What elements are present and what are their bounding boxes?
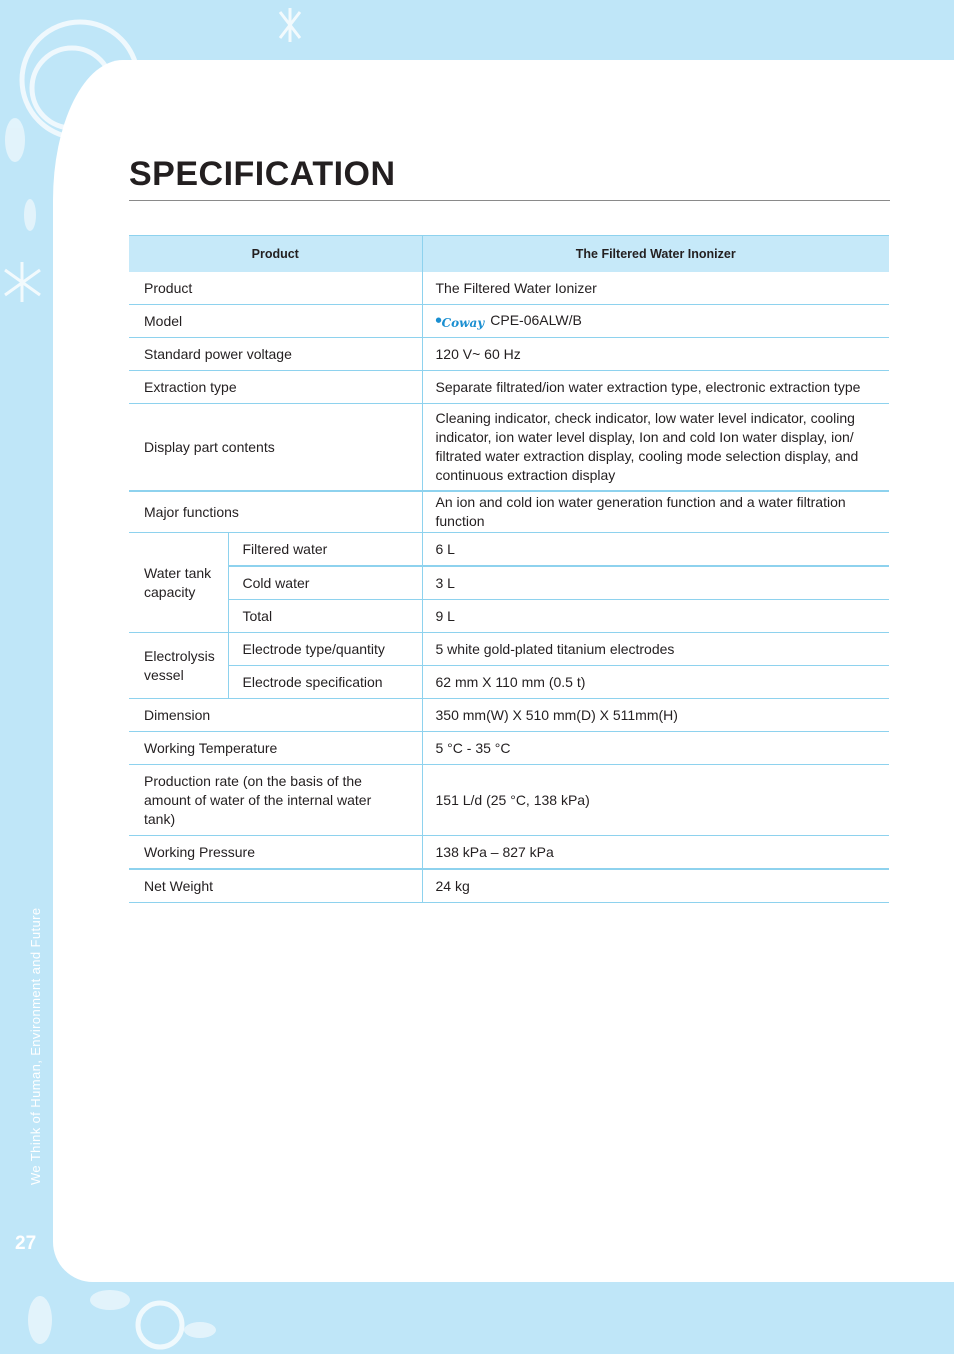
row-value: 120 V~ 60 Hz <box>422 338 889 371</box>
row-label: Product <box>129 272 422 305</box>
row-label: Model <box>129 305 422 338</box>
table-row <box>129 666 889 699</box>
row-value: The Filtered Water Ionizer <box>422 272 889 305</box>
row-label: Standard power voltage <box>129 338 422 371</box>
coway-logo: ●Coway <box>435 314 485 330</box>
page-number: 27 <box>15 1233 37 1254</box>
specification-table <box>129 235 889 903</box>
header-product: Product <box>129 236 422 273</box>
row-value: 3 L <box>422 566 889 600</box>
table-row <box>129 600 889 633</box>
title-divider <box>129 200 890 201</box>
table-row <box>129 404 889 492</box>
row-label: Filtered water <box>228 533 422 567</box>
table-row <box>129 272 889 305</box>
row-label: Electrode type/quantity <box>228 633 422 666</box>
table-row <box>129 371 889 404</box>
row-value: 151 L/d (25 °C, 138 kPa) <box>422 765 889 836</box>
row-value: 350 mm(W) X 510 mm(D) X 511mm(H) <box>422 699 889 732</box>
row-label: Extraction type <box>129 371 422 404</box>
row-value <box>422 305 889 338</box>
table-header-row <box>129 236 889 273</box>
row-value: 62 mm X 110 mm (0.5 t) <box>422 666 889 699</box>
group-label-electrolysis: Electrolysis vessel <box>129 633 228 699</box>
row-value: 6 L <box>422 533 889 567</box>
row-value: 24 kg <box>422 869 889 903</box>
row-label: Display part contents <box>129 404 422 492</box>
table-row <box>129 633 889 666</box>
coway-logo-text: Coway <box>441 315 485 330</box>
table-row <box>129 699 889 732</box>
group-label-water-tank: Water tank capacity <box>129 533 228 633</box>
row-label: Dimension <box>129 699 422 732</box>
row-value: An ion and cold ion water generation function and a water filtration function <box>422 491 889 533</box>
row-label: Net Weight <box>129 869 422 903</box>
row-label: Working Temperature <box>129 732 422 765</box>
row-label: Cold water <box>228 566 422 600</box>
table-row <box>129 533 889 567</box>
page-title: SPECIFICATION <box>129 155 396 193</box>
row-value: 138 kPa – 827 kPa <box>422 836 889 870</box>
model-number: CPE-06ALW/B <box>490 311 582 328</box>
row-label: Working Pressure <box>129 836 422 870</box>
table-row <box>129 338 889 371</box>
table-row <box>129 765 889 836</box>
row-label: Major functions <box>129 491 422 533</box>
row-label <box>129 765 422 836</box>
table-row <box>129 305 889 338</box>
table-row <box>129 732 889 765</box>
row-value: Cleaning indicator, check indicator, low water level indicator, cooling indicator, ion water level display, Ion and cold Ion water display, ion/ filtrated water extraction display, cooling mode selection display, and continuous extraction display <box>422 404 889 492</box>
row-label: Electrode specification <box>228 666 422 699</box>
table-row <box>129 869 889 903</box>
row-value: Separate filtrated/ion water extraction type, electronic extraction type <box>422 371 889 404</box>
table-row <box>129 566 889 600</box>
row-label: Total <box>228 600 422 633</box>
production-rate-label: Production rate (on the basis of the amount of water of the internal water tank) <box>144 772 372 827</box>
row-value: 5 white gold-plated titanium electrodes <box>422 633 889 666</box>
row-value: 5 °C - 35 °C <box>422 732 889 765</box>
header-product-name: The Filtered Water Inonizer <box>422 236 889 273</box>
table-row <box>129 491 889 533</box>
row-value: 9 L <box>422 600 889 633</box>
side-slogan: We Think of Human, Environment and Future <box>28 907 43 1185</box>
table-row <box>129 836 889 870</box>
